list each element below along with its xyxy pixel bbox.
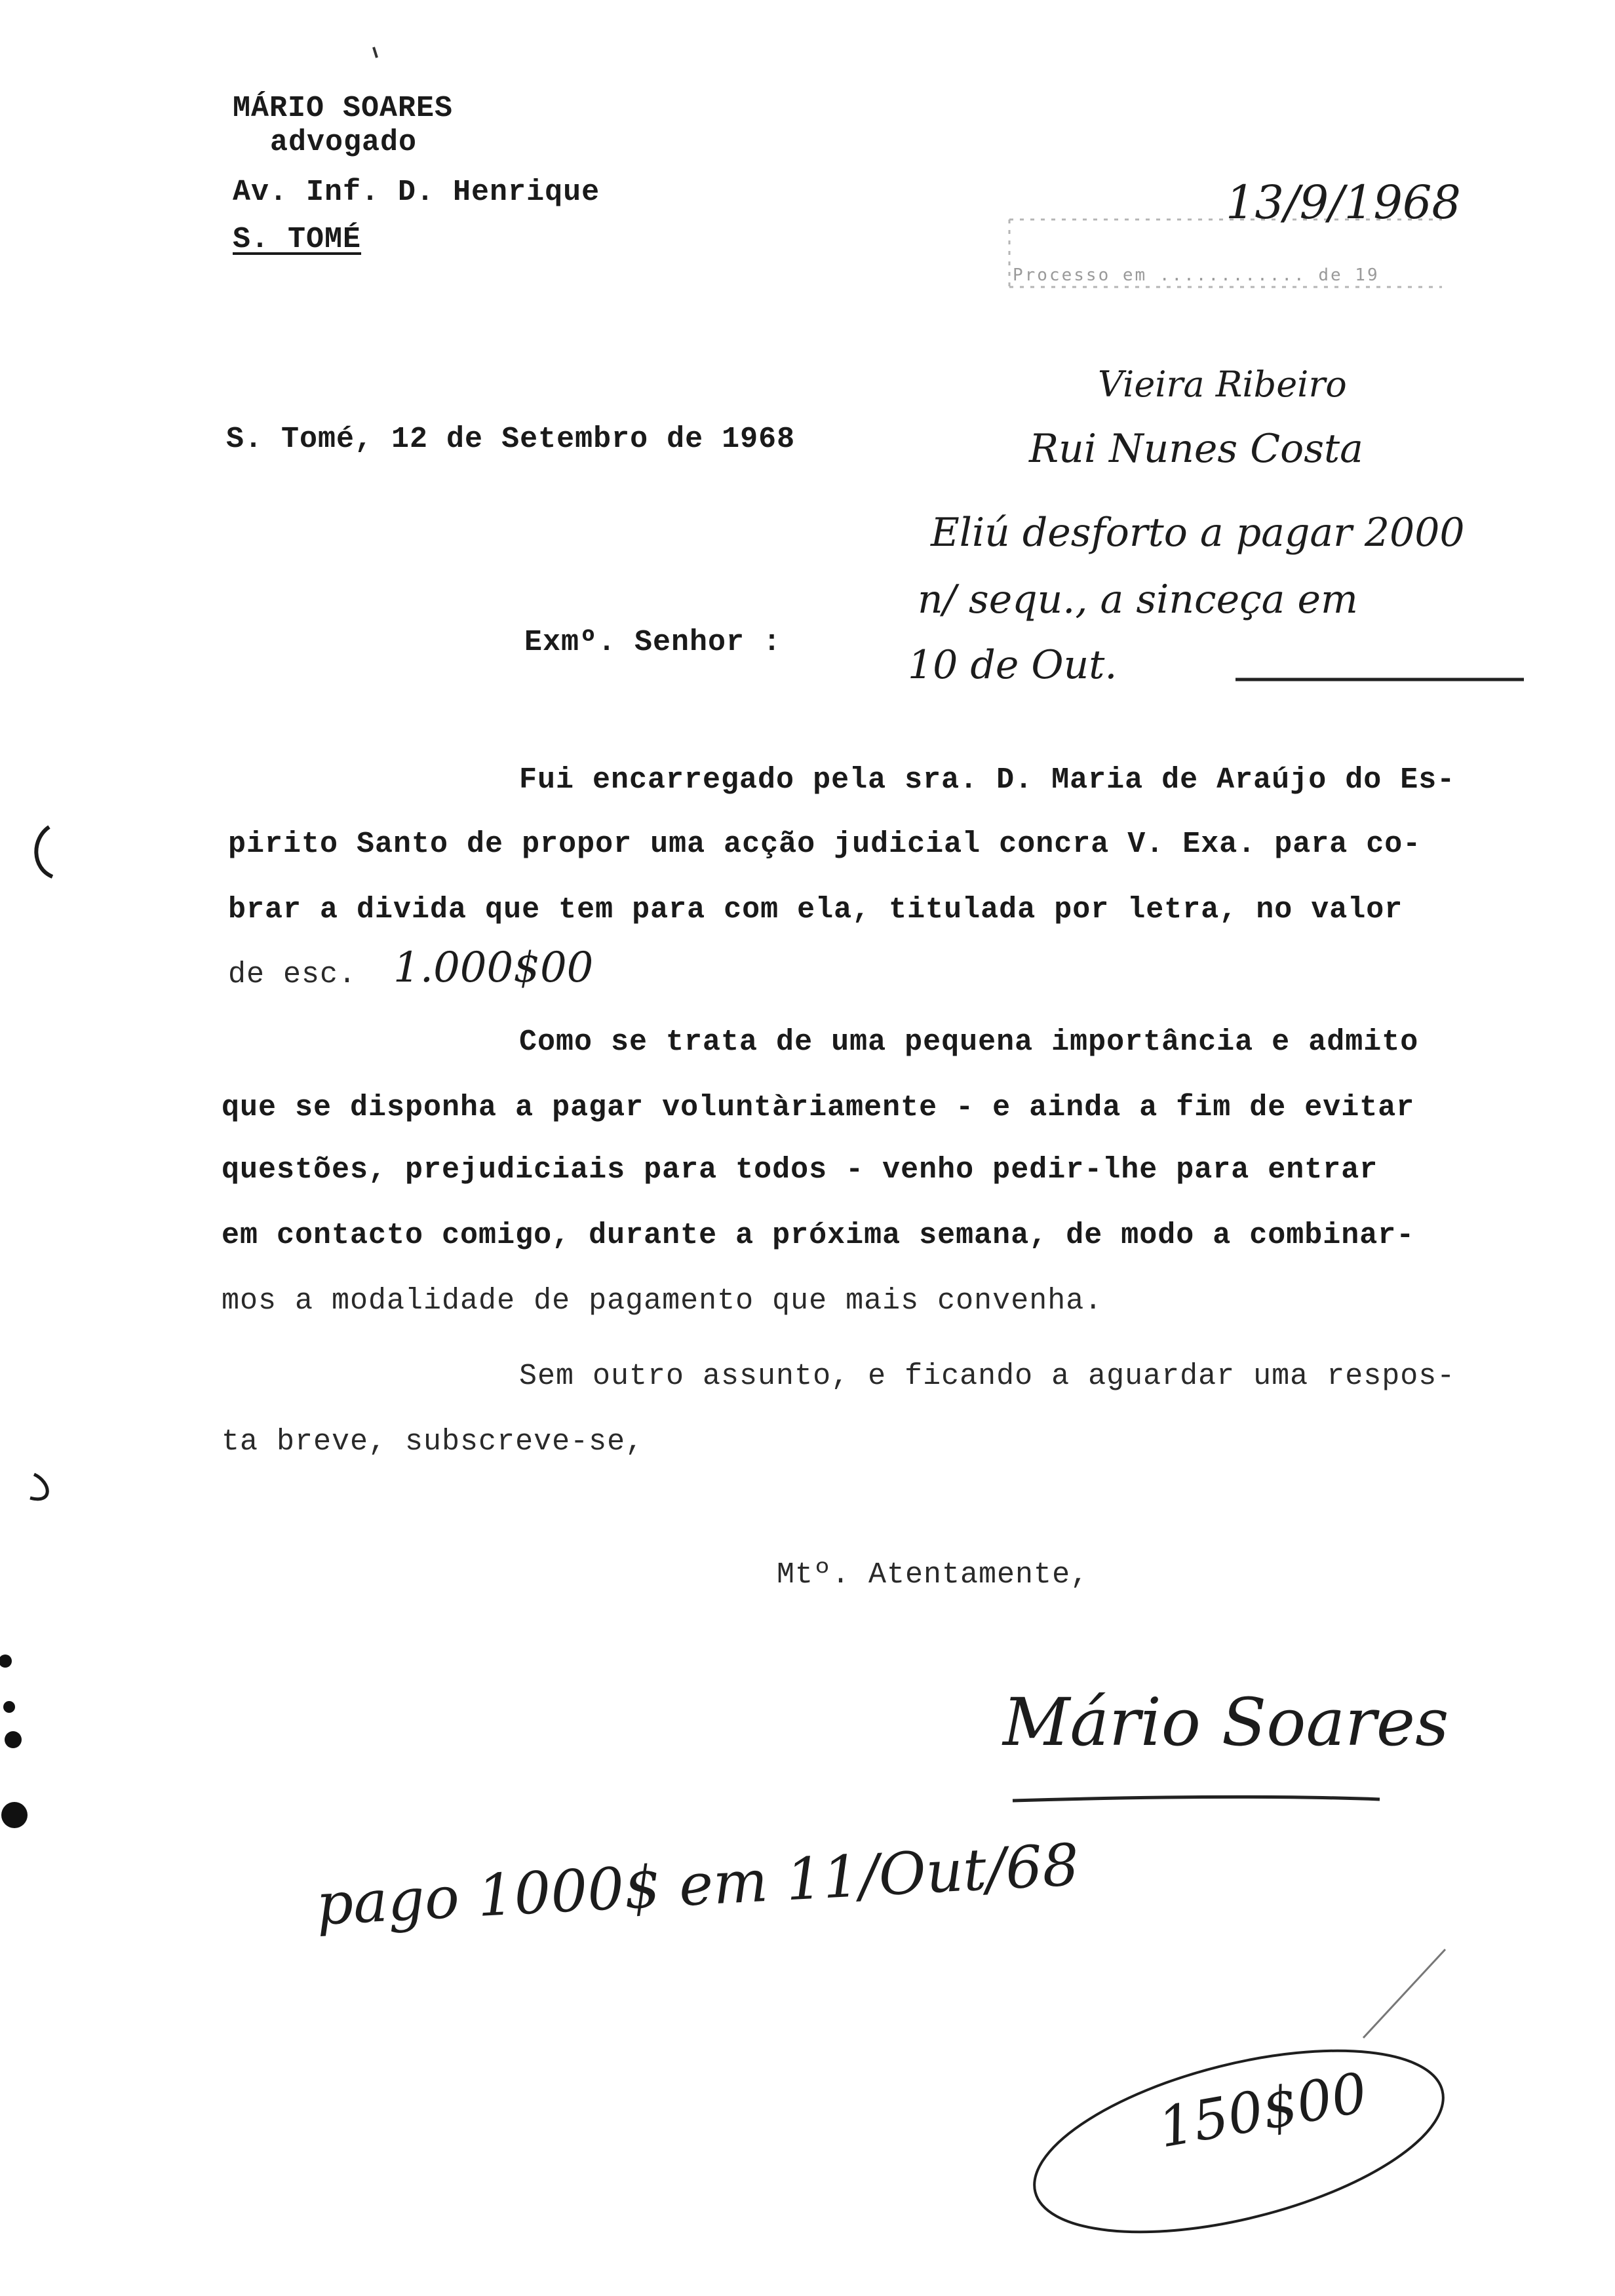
- closing: Mtº. Atentamente,: [777, 1558, 1089, 1592]
- body-p2-line-4: em contacto comigo, durante a próxima semana, de modo a combinar-: [222, 1219, 1415, 1252]
- body-p2-line-5: mos a modalidade de pagamento que mais convenha.: [222, 1284, 1103, 1318]
- body-p1-line-2: pirito Santo de propor uma acção judicial concra V. Exa. para co-: [228, 828, 1422, 861]
- body-p2-line-1: Como se trata de uma pequena importância e admito: [519, 1025, 1419, 1059]
- signature-underline: [1013, 1797, 1380, 1801]
- amount-handwritten: 1.000$00: [393, 944, 594, 992]
- note-line-3: Eliú desforto a pagar 2000: [931, 510, 1465, 556]
- note-line-1: Vieira Ribeiro: [1098, 364, 1347, 405]
- received-stamp-faded-line: Processo em ............ de 19: [1013, 265, 1380, 285]
- left-edge-arc-2: [30, 1474, 47, 1499]
- body-p1-line-1: Fui encarregado pela sra. D. Maria de Araújo do Es-: [519, 763, 1456, 797]
- letterhead-city: S. TOMÉ: [233, 223, 362, 256]
- salutation: Exmº. Senhor :: [524, 626, 782, 659]
- letterhead-profession: advogado: [270, 126, 418, 159]
- note-line-5: 10 de Out.: [908, 642, 1118, 688]
- pencil-stroke: [1363, 1949, 1445, 2038]
- note-line-2: Rui Nunes Costa: [1029, 426, 1363, 472]
- letterhead-street: Av. Inf. D. Henrique: [233, 176, 600, 209]
- letterhead-name: MÁRIO SOARES: [233, 92, 454, 125]
- note-line-4: n/ sequ., a sinceça em: [918, 577, 1358, 622]
- body-p1-line-4: de esc.: [228, 958, 357, 991]
- body-p1-line-3: brar a divida que tem para com ela, titulada por letra, no valor: [228, 893, 1403, 927]
- left-edge-dots: [0, 1655, 28, 1828]
- date-line: S. Tomé, 12 de Setembro de 1968: [226, 423, 796, 456]
- bottom-note: pago 1000$ em 11/Out/68: [315, 1831, 1081, 1938]
- signature: Mário Soares: [1003, 1684, 1449, 1761]
- stray-mark-top: [374, 47, 377, 58]
- body-p2-line-3: questões, prejudiciais para todos - venho pedir-lhe para entrar: [222, 1153, 1378, 1187]
- body-p3-line-1: Sem outro assunto, e ficando a aguardar uma respos-: [519, 1360, 1456, 1393]
- body-p2-line-2: que se disponha a pagar voluntàriamente - e ainda a fim de evitar: [222, 1091, 1415, 1124]
- received-stamp-date: 13/9/1968: [1226, 176, 1461, 229]
- circled-amount: 150$00: [1154, 2060, 1372, 2160]
- left-edge-arc-1: [36, 827, 52, 877]
- body-p3-line-2: ta breve, subscreve-se,: [222, 1425, 644, 1459]
